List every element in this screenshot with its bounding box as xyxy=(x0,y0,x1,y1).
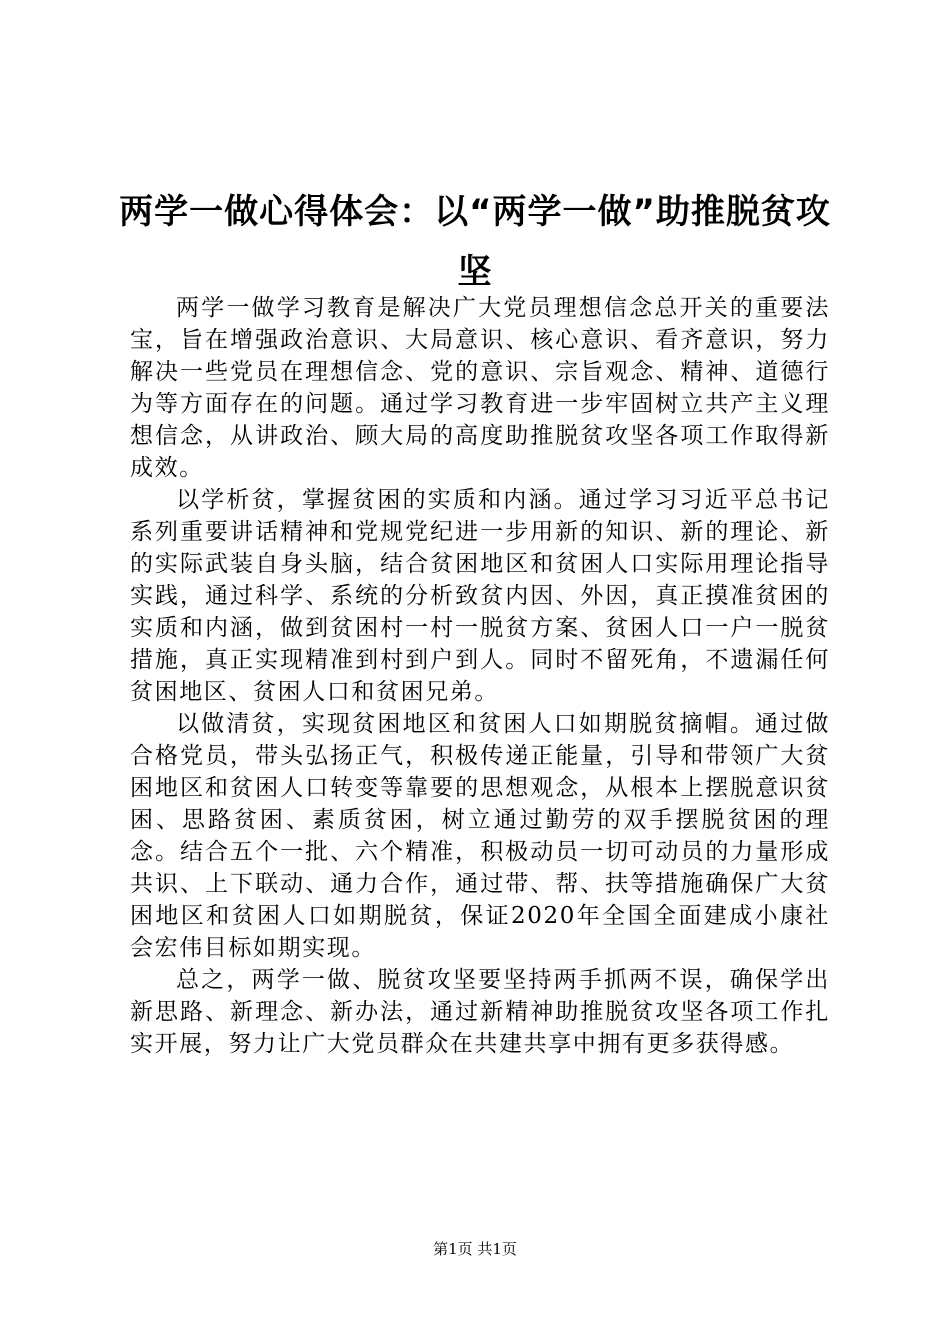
paragraph-intro: 两学一做学习教育是解决广大党员理想信念总开关的重要法宝，旨在增强政治意识、大局意识、核心意识、看齐意识，努力解决一些党员在理想信念、党的意识、宗旨观念、精神、道德行为等方面存在的问题。通过学习教育进一步牢固树立共产主义理想信念，从讲政治、顾大局的高度助推脱贫攻坚各项工作取得新成效。 xyxy=(130,295,830,481)
document-title: 两学一做心得体会：以“两学一做”助推脱贫攻坚 xyxy=(119,192,831,292)
paragraph-study-poverty: 以学析贫，掌握贫困的实质和内涵。通过学习习近平总书记系列重要讲话精神和党规党纪进一步用新的知识、新的理论、新的实际武装自身头脑，结合贫困地区和贫困人口实际用理论指导实践，通过科学、系统的分析致贫内因、外因，真正摸准贫困的实质和内涵，做到贫困村一村一脱贫方案、贫困人口一户一脱贫措施，真正实现精准到村到户到人。同时不留死角，不遗漏任何贫困地区、贫困人口和贫困兄弟。 xyxy=(130,487,830,705)
paragraph-conclusion: 总之，两学一做、脱贫攻坚要坚持两手抓两不误，确保学出新思路、新理念、新办法，通过新精神助推脱贫攻坚各项工作扎实开展，努力让广大党员群众在共建共享中拥有更多获得感。 xyxy=(130,967,830,1057)
paragraph-do-clear-poverty: 以做清贫，实现贫困地区和贫困人口如期脱贫摘帽。通过做合格党员，带头弘扬正气，积极传递正能量，引导和带领广大贫困地区和贫困人口转变等靠要的思想观念，从根本上摆脱意识贫困、思路贫困、素质贫困，树立通过勤劳的双手摆脱贫困的理念。结合五个一批、六个精准，积极动员一切可动员的力量形成共识、上下联动、通力合作，通过带、帮、扶等措施确保广大贫困地区和贫困人口如期脱贫，保证2020年全国全面建成小康社会宏伟目标如期实现。 xyxy=(130,711,830,961)
page-footer: 第1页 共1页 xyxy=(433,1240,517,1258)
document-body xyxy=(130,292,830,1060)
